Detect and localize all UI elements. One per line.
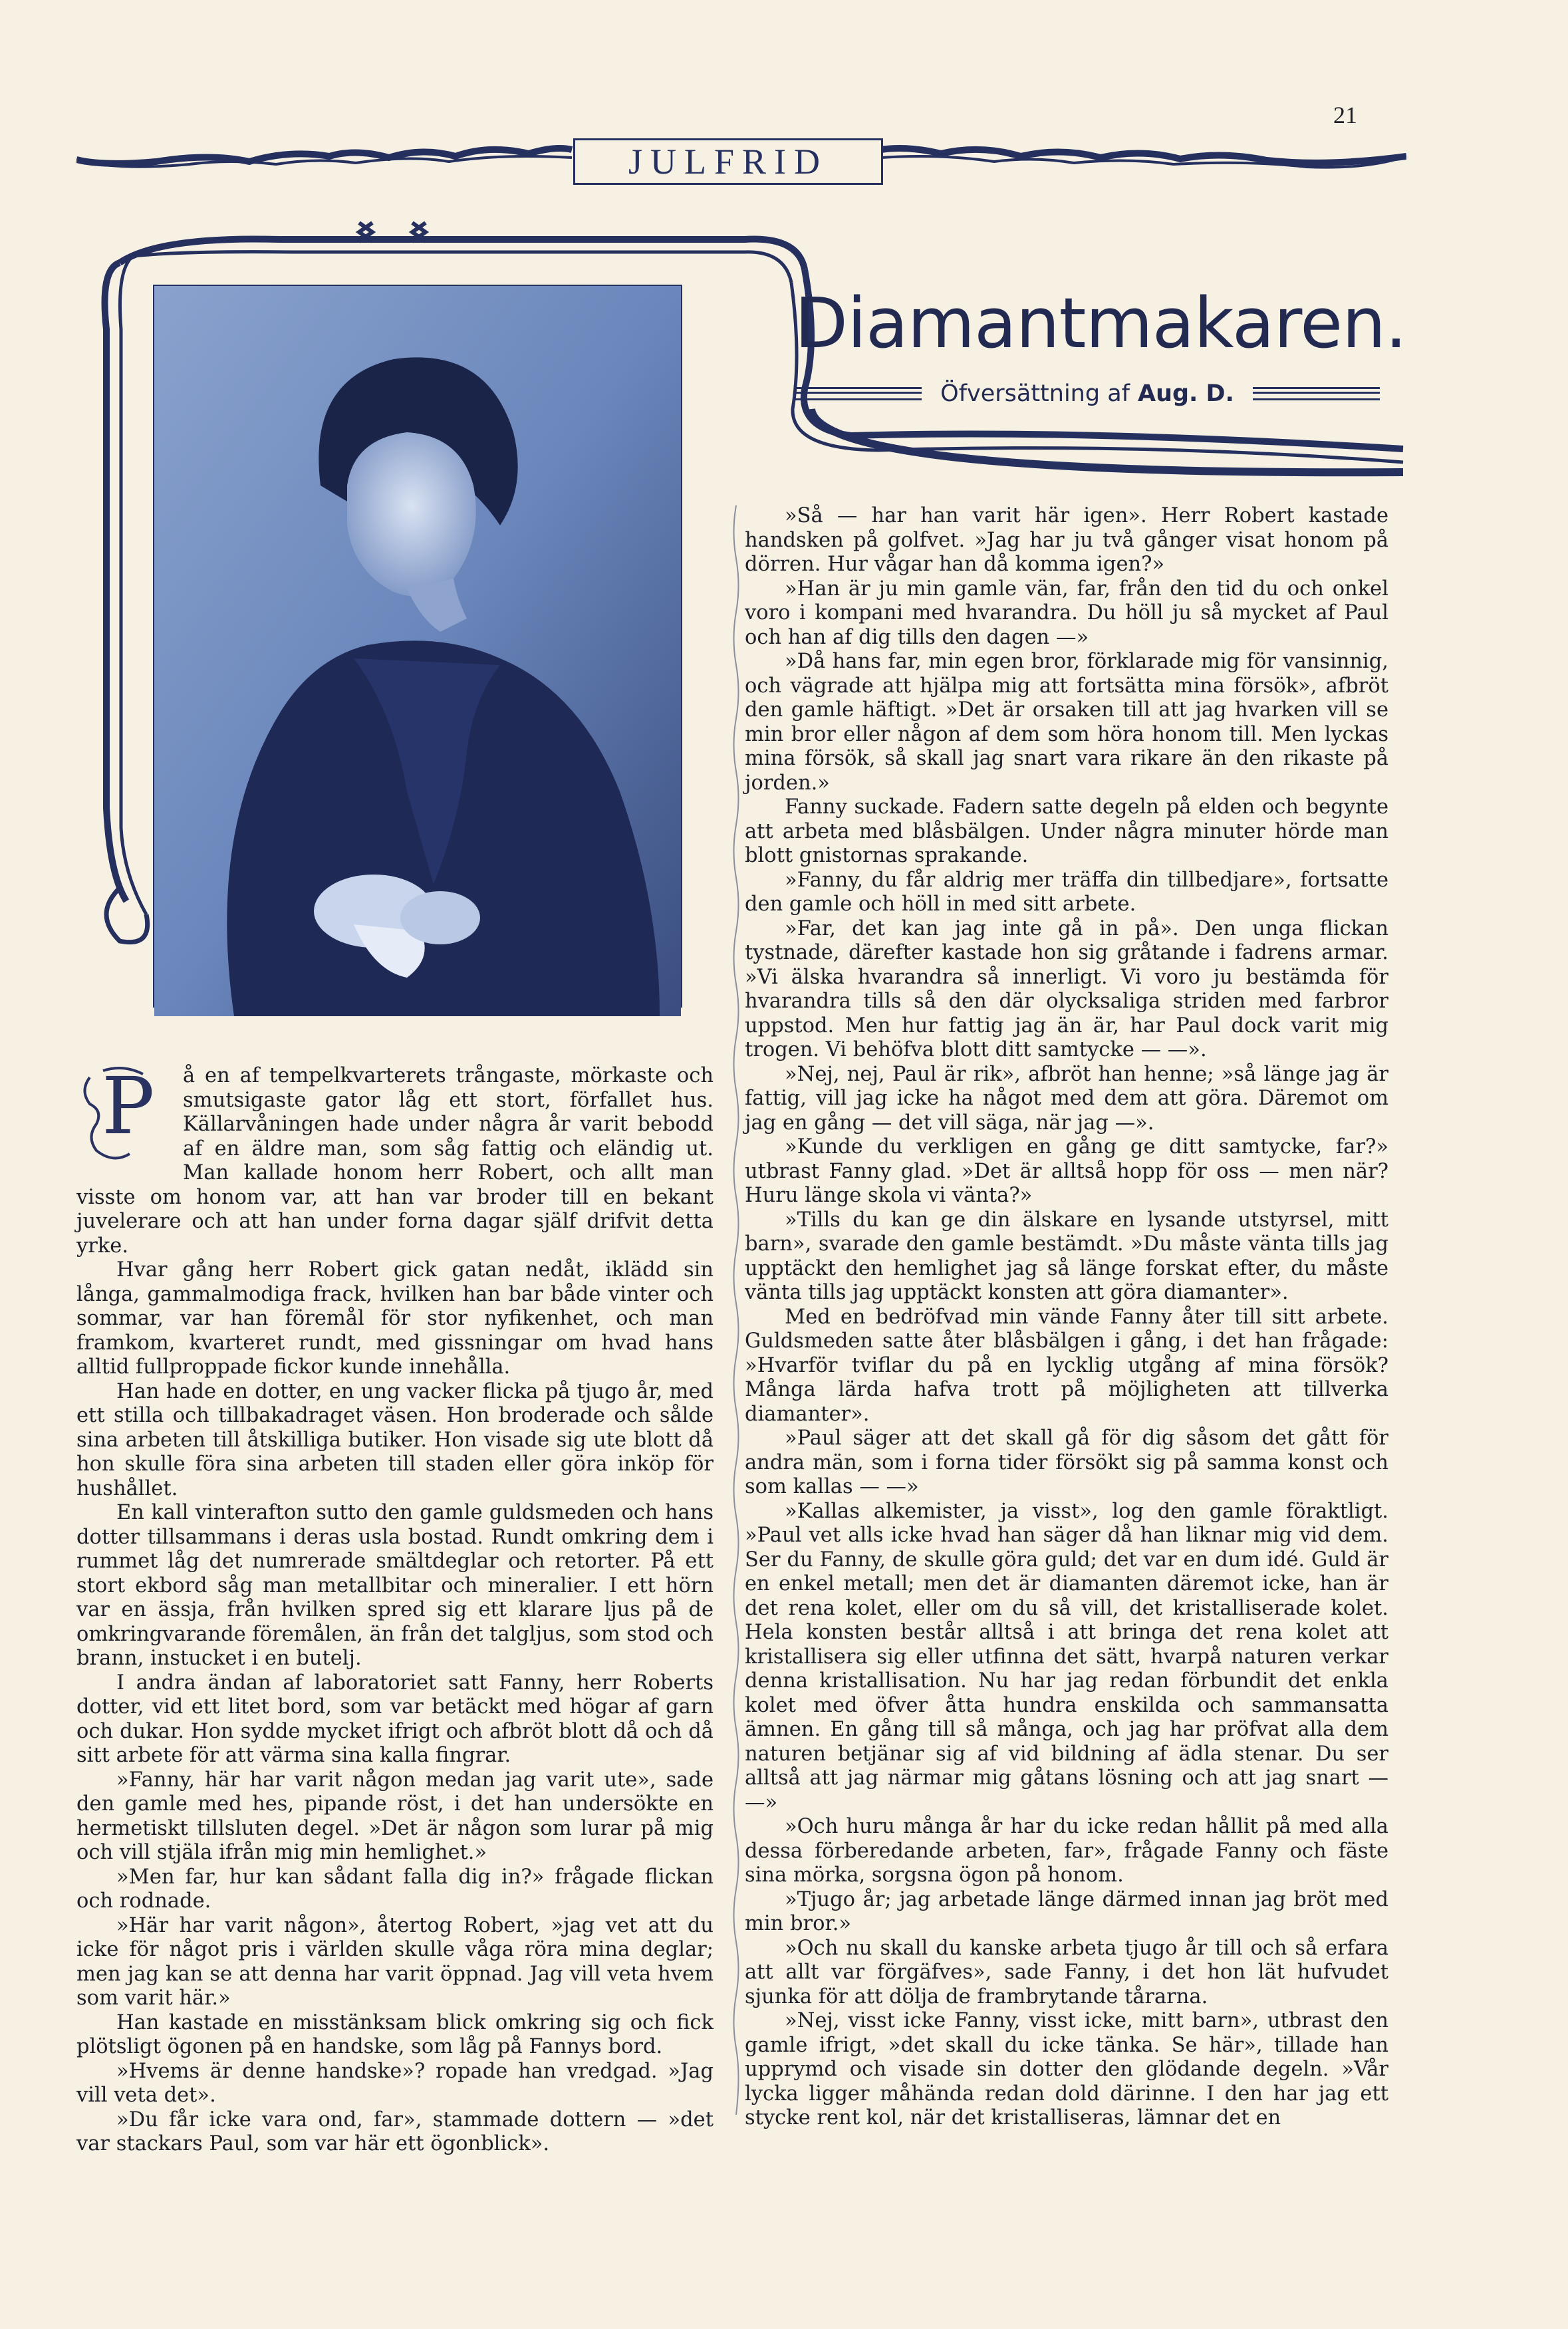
paragraph: »Kunde du verkligen en gång ge ditt samtycke, far?» utbrast Fanny glad. »Det är alltså hopp för oss — men när? Huru länge skola vi vänta?»: [745, 1135, 1388, 1207]
paragraph: å en af tempelkvarterets trångaste, mörkaste och smutsigaste gator låg ett stort, förfallet hus. Källarvåningen hade under några år varit bebodd af en äldre man, som såg fattig och eländig ut. Man kallade honom herr Robert, och allt man visste om honom var, att han var broder till en bekant juvelerare och att han under forna dagar själf drifvit detta yrke.: [76, 1064, 714, 1258]
decorative-rule-left: [795, 387, 922, 400]
portrait-engraving-icon: [154, 286, 681, 1016]
dropcap-letter: P: [102, 1060, 155, 1152]
translation-prefix: Öfversättning af: [940, 380, 1130, 407]
translator-name: Aug. D.: [1137, 380, 1234, 407]
paragraph: »Kallas alkemister, ja visst», log den gamle föraktligt. »Paul vet alls icke hvad han säger då han liknar mig vid dem. Ser du Fanny, de skulle göra guld; det var en dum idé. Guld är en enkel metall; men det är diamanten däremot icke, han är det rena kolet, eller om du så vill, det kristalliserade kolet. Hela konsten består alltså i att bringa det rena kolet att kristallisera sig eller utfinna det sätt, hvarpå naturen verkar denna kristallisation. Nu har jag redan förbundit det enkla kolet med öfver åtta hundra enskilda och sammansatta ämnen. En gång till så många, och jag har pröfvat alla dem naturen betjänar sig af vid bildning af ädla stenar. Du ser alltså att jag närmar mig gåtans lösning och att jag snart — —»: [745, 1499, 1388, 1814]
decorative-rule-right: [1253, 387, 1380, 400]
paragraph: »Då hans far, min egen bror, förklarade mig för vansinnig, och vägrade att hjälpa mig att fortsätta mina försök», afbröt den gamle häftigt. »Det är orsaken till att jag hvarken vill se min bror eller någon af dem som höra honom till. Men lyckas mina försök, så skall jag snart vara rikare än den rikaste på jorden.»: [745, 650, 1388, 795]
paragraph: »Tills du kan ge din älskare en lysande utstyrsel, mitt barn», svarade den gamle bestämdt. »Du måste vänta tills jag upptäckt den hemlighet jag så länge forskat efter, du måste vänta tills jag upptäckt konsten att göra diamanter».: [745, 1208, 1388, 1304]
paragraph: »Tjugo år; jag arbetade länge därmed innan jag bröt med min bror.»: [745, 1887, 1388, 1935]
paragraph: En kall vinterafton sutto den gamle guldsmeden och hans dotter tillsammans i deras usla bostad. Rundt omkring dem i rummet låg det numrerade smältdeglar och retorter. På ett stort ekbord såg man metallbitar och mineralier. I ett hörn var en ässja, från hvilken spred sig ett klarare ljus på de omkringvarande föremålen, än från det talgljus, som stod och brann, instucket i en butelj.: [76, 1501, 714, 1670]
paragraph: Han hade en dotter, en ung vacker flicka på tjugo år, med ett stilla och tillbakadraget väsen. Hon broderade och sålde sina arbeten till åtskilliga butiker. Hon visade sig ute blott då hon skulle föra sina arbeten till staden eller göra inköp för hushållet.: [76, 1379, 714, 1500]
paragraph: »Och nu skall du kanske arbeta tjugo år till och så erfara att allt var förgäfves», sade Fanny, i det hon lät hufvudet sjunka för att dölja de frambrytande tårarna.: [745, 1936, 1388, 2008]
paragraph: I andra ändan af laboratoriet satt Fanny, herr Roberts dotter, vid ett litet bord, som var betäckt med högar af garn och dukar. Hon sydde mycket ifrigt och afbröt blott då och då sitt arbete för att värma sina kalla fingrar.: [76, 1671, 714, 1767]
paragraph: »Nej, visst icke Fanny, visst icke, mitt barn», utbrast den gamle ifrigt, »det skall du icke tänka. Se här», tillade han upprymd och visade sin dotter den glödande degeln. »Vår lycka ligger måhända redan dold därinne. I den har jag ett stycke rent kol, när det kristalliseras, lämnar det en: [745, 2009, 1388, 2129]
paragraph: »Och huru många år har du icke redan hållit på med alla dessa förberedande arbeten, far», frågade Fanny och fäste sina mörka, sorgsna ögon på honom.: [745, 1815, 1388, 1887]
paragraph: Med en bedröfvad min vände Fanny åter till sitt arbete. Guldsmeden satte åter blåsbälgen i gång, i det han frågade: »Hvarför tviflar du på en lycklig utgång af mina försök? Många lärda hafva trott på möjligheten att tillverka diamanter».: [745, 1305, 1388, 1426]
paragraph: »Far, det kan jag inte gå in på». Den unga flickan tystnade, därefter kastade hon sig gråtande i fadrens armar. »Vi älska hvarandra så innerligt. Vi voro ju bestämda för hvarandra tills så den där olycksaliga striden med farbror uppstod. Men hur fattig jag än är, har Paul dock varit mig trogen. Vi behöfva blott ditt samtycke — —».: [745, 916, 1388, 1061]
decorated-initial: [76, 1060, 176, 1167]
paragraph: »Men far, hur kan sådant falla dig in?» frågade flickan och rodnade.: [76, 1865, 714, 1913]
paragraph: »Fanny, här har varit någon medan jag varit ute», sade den gamle med hes, pipande röst, i det han undersökte en hermetiskt tillsluten degel. »Det är någon som lurar på mig och vill stjäla ifrån mig min hemlighet.»: [76, 1768, 714, 1864]
paragraph: Hvar gång herr Robert gick gatan nedåt, iklädd sin långa, gammalmodiga frack, hvilken han bar både vinter och sommar, var han föremål för stor nyfikenhet, och man framkom, kvarteret rundt, med gissningar om hvad hans alltid fullproppade fickor kunde innehålla.: [76, 1258, 714, 1379]
page-number: 21: [1333, 102, 1357, 128]
column-divider-ornament: [730, 505, 742, 2115]
article-title: Diamantmakaren.: [795, 283, 1407, 364]
paragraph: »Paul säger att det skall gå för dig såsom det gått för andra män, som i forna tider försökt sig på samma konst och som kallas — —»: [745, 1427, 1388, 1498]
paragraph: »Du får icke vara ond, far», stammade dottern — »det var stackars Paul, som var här ett ögonblick».: [76, 2108, 714, 2155]
masthead-title: JULFRID: [573, 138, 883, 185]
translation-credit: [795, 377, 1380, 410]
paragraph: »Nej, nej, Paul är rik», afbröt han henne; »så länge jag är fattig, vill jag icke ha något med dem att göra. Däremot om jag en gång — det vill säga, när jag —».: [745, 1062, 1388, 1135]
paragraph: »Här har varit någon», återtog Robert, »jag vet att du icke för något pris i världen skulle våga röra mina deglar; men jag kan se att denna har varit öppnad. Jag vill veta hvem som varit här.»: [76, 1913, 714, 2010]
paragraph: Han kastade en misstänksam blick omkring sig och fick plötsligt ögonen på en handske, som låg på Fannys bord.: [76, 2010, 714, 2058]
article-body-right-column: [745, 504, 1388, 2131]
article-body-left-column: [76, 1060, 714, 2157]
paragraph: Fanny suckade. Fadern satte degeln på elden och begynte att arbeta med blåsbälgen. Under några minuter hörde man blott gnistornas sprakande.: [745, 795, 1388, 867]
paragraph: »Fanny, du får aldrig mer träffa din tillbedjare», fortsatte den gamle och höll in med sitt arbete.: [745, 868, 1388, 916]
portrait-illustration: [154, 286, 681, 1016]
paragraph: »Han är ju min gamle vän, far, från den tid du och onkel voro i kompani med hvarandra. Du höll ju så mycket af Paul och han af dig tills den dagen —»: [745, 577, 1388, 649]
paragraph: »Hvems är denne handske»? ropade han vredgad. »Jag vill veta det».: [76, 2059, 714, 2107]
paragraph: »Så — har han varit här igen». Herr Robert kastade handsken på golfvet. »Jag har ju två gånger visat honom på dörren. Hur vågar han då komma igen?»: [745, 504, 1388, 576]
